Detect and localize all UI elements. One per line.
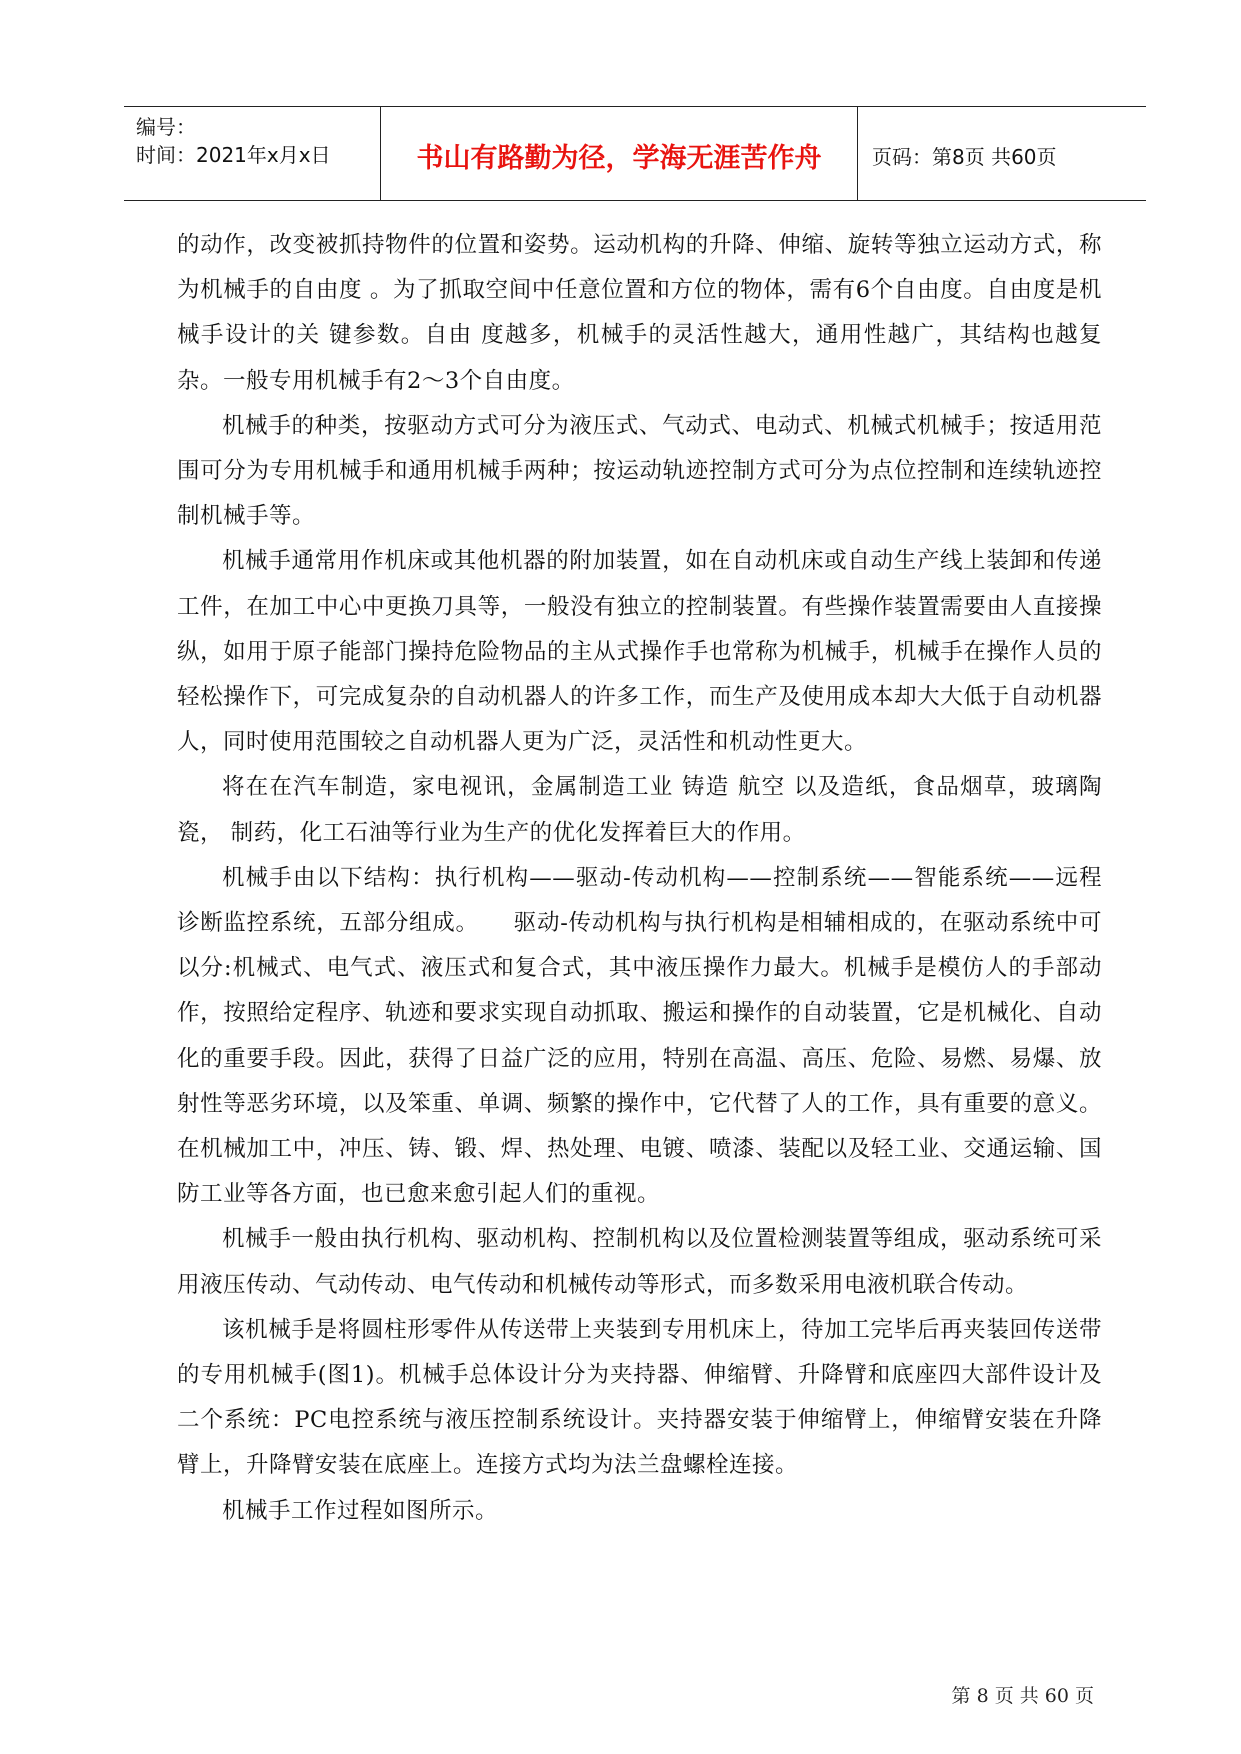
header-motto-cell	[381, 107, 858, 200]
paragraph-types: 机械手的种类，按驱动方式可分为液压式、气动式、电动式、机械式机械手；按适用范围可分为专用机械手和通用机械手两种；按运动轨迹控制方式可分为点位控制和连续轨迹控制机械手等。	[177, 412, 1102, 530]
page-code-text: 页码：第8页 共60页	[872, 145, 1057, 169]
header-page-cell	[858, 107, 1146, 200]
paragraph-composition: 机械手一般由执行机构、驱动机构、控制机构以及位置检测装置等组成，驱动系统可采用液压传动、气动传动、电气传动和机械传动等形式，而多数采用电液机联合传动。	[177, 1226, 1102, 1298]
paragraph-industries: 将在在汽车制造，家电视讯，金属制造工业 铸造 航空 以及造纸，食品烟草，玻璃陶瓷， 制药，化工石油等行业为生产的优化发挥着巨大的作用。	[177, 774, 1102, 846]
time-label: 时间：2021年x月x日	[136, 143, 331, 167]
page-footer	[952, 1681, 1094, 1708]
paragraph-usage: 机械手通常用作机床或其他机器的附加装置，如在自动机床或自动生产线上装卸和传递工件，在加工中心中更换刀具等，一般没有独立的控制装置。有些操作装置需要由人直接操纵，如用于原子能部门操持危险物品的主从式操作手也常称为机械手，机械手在操作人员的轻松操作下，可完成复杂的自动机器人的许多工作，而生产及使用成本却大大低于自动机器人，同时使用范围较之自动机器人更为广泛，灵活性和机动性更大。	[177, 548, 1102, 756]
paragraph-design: 该机械手是将圆柱形零件从传送带上夹装到专用机床上，待加工完毕后再夹装回传送带的专用机械手(图1)。机械手总体设计分为夹持器、伸缩臂、升降臂和底座四大部件设计及二个系统：PC电控系统与液压控制系统设计。夹持器安装于伸缩臂上，伸缩臂安装在升降臂上，升降臂安装在底座上。连接方式均为法兰盘螺栓连接。	[177, 1316, 1102, 1479]
header-meta-cell	[124, 107, 381, 200]
paragraph-continued: 的动作，改变被抓持物件的位置和姿势。运动机构的升降、伸缩、旋转等独立运动方式，称为机械手的自由度 。为了抓取空间中任意位置和方位的物体，需有6个自由度。自由度是机 械手设计的关 键参数。自由 度越多，机械手的灵活性越大，通用性越广，其结构也越复杂。一般专用机械手有2～3个自由度。	[177, 232, 1102, 394]
paragraph-structure: 机械手由以下结构：执行机构——驱动-传动机构——控制系统——智能系统——远程诊断监控系统，五部分组成。 驱动-传动机构与执行机构是相辅相成的，在驱动系统中可以分:机械式、电气式、液压式和复合式，其中液压操作力最大。机械手是模仿人的手部动作，按照给定程序、轨迹和要求实现自动抓取、搬运和操作的自动装置，它是机械化、自动化的重要手段。因此，获得了日益广泛的应用，特别在高温、高压、危险、易燃、易爆、放射性等恶劣环境，以及笨重、单调、频繁的操作中，它代替了人的工作，具有重要的意义。在机械加工中，冲压、铸、锻、焊、热处理、电镀、喷漆、装配以及轻工业、交通运输、国防工业等各方面，也已愈来愈引起人们的重视。	[177, 864, 1102, 1208]
serial-number-label: 编号：	[136, 115, 196, 139]
footer-page-number: 第 8 页 共 60 页	[951, 1685, 1094, 1707]
paragraph-process: 机械手工作过程如图所示。	[222, 1497, 499, 1524]
page-header	[124, 106, 1146, 201]
document-body	[177, 223, 1102, 1534]
motto-text: 书山有路勤为径，学海无涯苦作舟	[416, 143, 822, 174]
